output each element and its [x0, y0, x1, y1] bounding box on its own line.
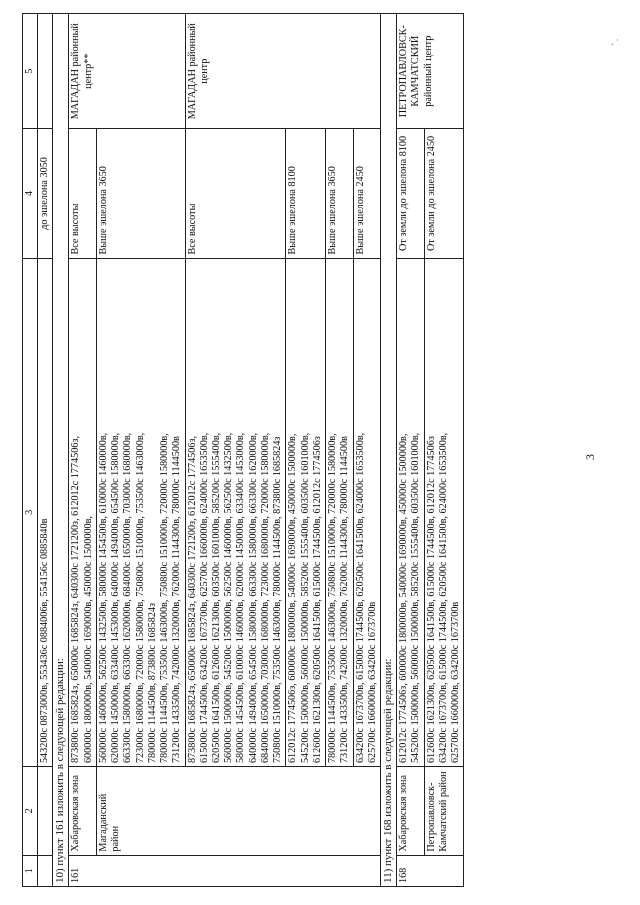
table-row: [353, 14, 380, 887]
header-cell: 2: [23, 767, 38, 856]
item-number: 168: [397, 855, 464, 886]
height-cell: Все высоты: [185, 129, 286, 258]
coords-cell: 634200с 1673700в, 615000с 1744500в, 620500с 1641500в, 624000с 1653500в, 625700с 1660000в, 634200с 1673700в: [353, 258, 380, 767]
table-row: [286, 14, 326, 887]
coords-cell: 873800с 1685824з, 650000с 1685824з, 640300с 1721200з, 612012с 1774506з, 615000с 1744500в, 634200с 1673700в, 625700с 1660000в, 624000с 1653500в, 620500с 1641500в, 612600с 1621300в, 603500с 1601000в, 585200с 1555400в, 560000с 1500000в, 545200с 1500000в, 562500с 1460000в, 562500с 1432500в, 580000с 1454500в, 610000с 1460000в, 620000с 1450000в, 633400с 1453000в, 640000с 1494000в, 654500с 1580000в, 663300с 1580000в, 663300с 1620000в, 684000с 1650000в, 703000с 1680000в, 723000с 1680000в, 720000с 1580000в, 750800с 1510000в, 753500с 1463000в, 780000с 1144500в, 873800с 1685824з: [185, 258, 286, 767]
center-cell: МАГАДАН районный центр**: [69, 14, 185, 129]
zone-name: Магаданский район: [96, 767, 380, 856]
section-11-heading: 11) пункт 168 изложить в следующей редакции:: [381, 14, 397, 887]
coords-cell: 780000с 1144500в, 753500с 1463000в, 750800с 1510000в, 720000с 1580000в, 731200с 1433500в, 742000с 1320000в, 762000с 1144300в, 780000с 1144500в: [326, 258, 353, 767]
item-number: 161: [69, 855, 381, 886]
table-row: [96, 14, 185, 887]
table-row: [38, 14, 53, 887]
height-cell: Выше эшелона 8100: [286, 129, 326, 258]
table-row: [397, 14, 424, 887]
height-cell: Все высоты: [69, 129, 96, 258]
height-cell: От земли до эшелона 8100: [397, 129, 424, 258]
table-row: [326, 14, 353, 887]
coords-cell: 612012с 1774506з, 600000с 1800000в, 540000с 1690000в, 450000с 1500000в, 545200с 1500000в, 560000с 1500000в, 585200с 1555400в, 603500с 1601000в,: [397, 258, 424, 767]
coords-cell: 560000с 1460000в, 562500с 1432500в, 580000с 1454500в, 610000с 1460000в, 620000с 1450000в, 633400с 1453000в, 640000с 1494000в, 654500с 1580000в, 663300с 1580000в, 663300с 1620000в, 684000с 1650000в, 703000с 1680000в, 723000с 1680000в, 720000с 1580000в, 750800с 1510000в, 753500с 1463000в, 780000с 1144500в, 873800с 1685824з 780000с 1144500в, 753500с 1463000в, 750800с 1510000в, 720000с 1580000в, 731200с 1433500в, 742000с 1320000в, 762000с 1144300в, 780000с 1144500в: [96, 258, 185, 767]
header-cell: 4: [23, 129, 38, 258]
header-row: [23, 14, 38, 887]
section-heading-row: [381, 14, 397, 887]
header-cell: 5: [23, 14, 38, 129]
page-number: 3: [583, 454, 597, 460]
center-cell: МАГАДАН районный центр: [185, 14, 381, 129]
height-cell: Выше эшелона 3650: [96, 129, 185, 258]
table-row: [69, 14, 96, 887]
height-cell: Выше эшелона 2450: [353, 129, 380, 258]
height-cell: От земли до эшелона 2450: [424, 129, 464, 258]
coords-cell: 543200с 0873000в, 553436с 0884006в, 554156с 0885840в: [38, 258, 53, 767]
header-cell: 3: [23, 258, 38, 767]
zone-name: Петропавловск-Камчатский район: [424, 767, 464, 856]
height-cell: до эшелона 3050: [38, 129, 53, 258]
center-cell: ПЕТРОПАВЛОВСК-КАМЧАТСКИЙ районный центр: [397, 14, 464, 129]
section-heading-row: [53, 14, 69, 887]
header-cell: 1: [23, 855, 38, 886]
section-10-heading: 10) пункт 161 изложить в следующей редакции:: [53, 14, 69, 887]
table-row: [185, 14, 286, 887]
zone-name: Хабаровская зона: [69, 767, 96, 856]
coords-cell: 612600с 1621300в, 620500с 1641500в, 615000с 1744500в, 612012с 1774506з 634200с 1673700в, 615000с 1744500в, 620500с 1641500в, 624000с 1653500в, 625700с 1660000в, 634200с 1673700в: [424, 258, 464, 767]
corner-mark: ' .: [610, 38, 620, 45]
table-row: [424, 14, 464, 887]
coords-cell: 612012с 1774506з, 600000с 1800000в, 540000с 1690000в, 450000с 1500000в, 545200с 1500000в, 560000с 1500000в, 585200с 1555400в, 603500с 1601000в, 612600с 1621300в, 620500с 1641500в, 615000с 1744500в, 612012с 1774506з: [286, 258, 326, 767]
zone-name: Хабаровская зона: [397, 767, 424, 856]
airspace-table: [22, 13, 464, 887]
coords-cell: 873800с 1685824з, 650000с 1685824з, 640300с 1721200з, 612012с 1774506з, 600000с 1800000в, 540000с 1690000в, 450000с 1500000в,: [69, 258, 96, 767]
height-cell: Выше эшелона 3650: [326, 129, 353, 258]
